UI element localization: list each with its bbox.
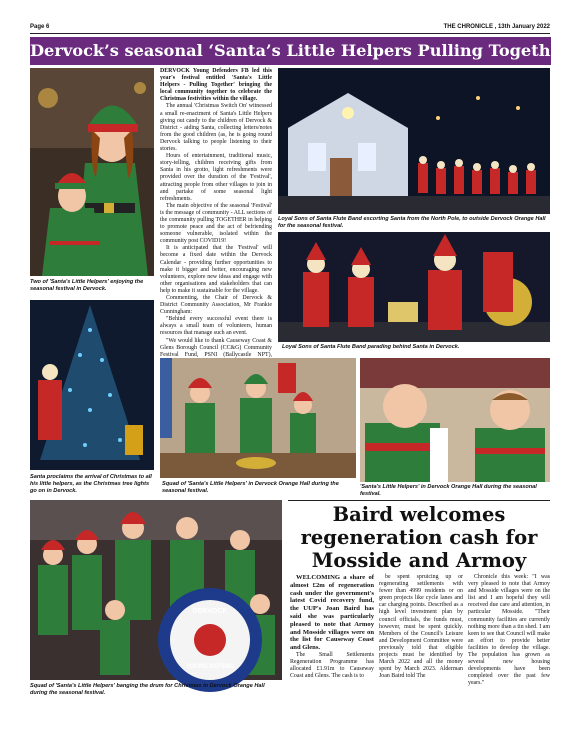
caption-band-parade: Loyal Sons of Santa Flute Band parading behind Santa in Dervock. [282,344,460,350]
santa-story-paragraph: The annual 'Christmas Switch On' witnessed a small re-enactment of Santa's Little Helpers giving out candy to the children of Dervock & District - aiding Santa, collecting letters/notes from the good children (as, he is going round Dervock talking to people listening to their stories. [160,103,272,153]
santa-story-paragraph: "Behind every successful event there is always a small team of volunteers, human resources that manage such an event. [160,316,272,337]
drum-lettering-top: DERVOCK [192,608,228,615]
baird-column-1 [290,574,374,724]
santa-story-paragraph: "We would like to thank Causeway Coast & Glens Borough Council (CC&G) Community Festival Fund, PSNI (Ballycastle NPT), [160,337,272,358]
baird-column-2-text: be spent spruicing up or regenerating settlements with fewer than 4999 residents or on green projects like cycle lanes and car charging points. Described as a high level investment plan by council officials, the funds must, however, must be spent quickly. Members of the Council's Leisure and Development Committee were previously told that eligible projects must be identified by March 2022 and all the money spent by March 2023. Alderman Joan Baird told The [379,574,463,680]
photo-christmas-tree [30,300,154,470]
page-number: Page 6 [30,24,50,30]
publication-dateline: THE CHRONICLE , 13th January 2022 [443,24,550,30]
photo-band-parade [278,232,550,342]
photo-two-helpers [30,68,154,276]
photo-squad-hall [160,358,356,478]
santa-story-lead: DERVOCK Young Defenders FB led this year's festival entitled 'Santa's Little Helpers - Pulling Together' bringing the local community together to celebrate the Christmas festivities within the village. [160,68,272,103]
baird-lead: WELCOMING a share of almost £2m of regeneration cash under the government's latest Covid recovery fund, the UUP's Joan Baird has said she was particularly pleased to note that Armoy and Mosside villages were on the list for Causeway Coast and Glens. [290,574,374,652]
santa-story-article [160,68,272,366]
baird-story-rule [288,500,550,501]
caption-christmas-tree: Santa proclaims the arrival of Christmas to all his little helpers, as the Christmas tree lights go on in Dervock. [30,474,152,494]
caption-helpers-hall: 'Santa's Little Helpers' in Dervock Orange Hall during the seasonal festival. [360,484,537,497]
santa-story-paragraph: Commenting, the Chair of Dervock & District Community Association, Mr Frankie Cunningham: [160,295,272,316]
santa-story-paragraph: The main objective of the seasonal 'Festival' is the message of community - ALL sections of the community pulling TOGETHER in helping to promote peace and the act of befriending someone vulnerable, isolated within the community post COVID19! [160,202,272,245]
caption-squad-hall: Squad of 'Santa's Little Helpers' in Dervock Orange Hall during the seasonal festival. [162,481,339,494]
photo-drum-squad [30,500,282,680]
santa-story-paragraph: It is anticipated that the 'Festival' will become a fixed date within the Dervock Calendar - providing further opportunities to make it bigger and better, encouraging new volunteers, explore new ideas and engage with other organisations and stakeholders that can help to make it sustainable for the village. [160,245,272,294]
caption-drum-squad: Squad of 'Santa's Little Helpers' banging the drum for Christmas in Dervock Orange Hall during the seasonal festival. [30,683,265,696]
caption-santa-flute-band: Loyal Sons of Santa Flute Band escorting Santa from the North Pole, to outside Dervock Orange Hall for the seasonal festival. [278,216,546,229]
header-rule [30,33,550,34]
baird-column-3 [468,574,550,724]
banner-headline: Dervock’s seasonal ‘Santa’s Little Helpers Pulling Together [30,37,551,65]
baird-column-3-text: Chronicle this week: "I was very pleased to note that Armoy and Mosside villages were on the list and I am hopeful they will received due care and attention, in particular Mosside. "Their community facilities are currently nothing more than a tin shed. I am keen to see that Council will make an effort to provide better facilities to develop the village. The population has grown as several new housing developments have been completed over the past few years." [468,574,550,687]
baird-headline: Baird welcomes regeneration cash for Mosside and Armoy [300,503,538,572]
photo-santa-flute-band [278,68,550,214]
drum-lettering-bottom: YOUNG DEFEND [185,664,235,670]
baird-column-2 [379,574,463,724]
caption-two-helpers: Two of 'Santa's Little Helpers' enjoying the seasonal festival in Dervock. [30,279,144,292]
photo-helpers-hall [360,358,550,482]
santa-story-paragraph: Hours of entertainment, traditional music, story-telling, children receiving gifts from Santa in his grotto, light refreshments were provided over the duration of the 'Festival', attracting people from other villages to join in and partake of some seasonal light refreshments. [160,153,272,202]
baird-column-1-text: The Small Settlements Regeneration Programme has allocated £1.91m to Causeway Coast and Glens. The cash is to [290,651,374,680]
